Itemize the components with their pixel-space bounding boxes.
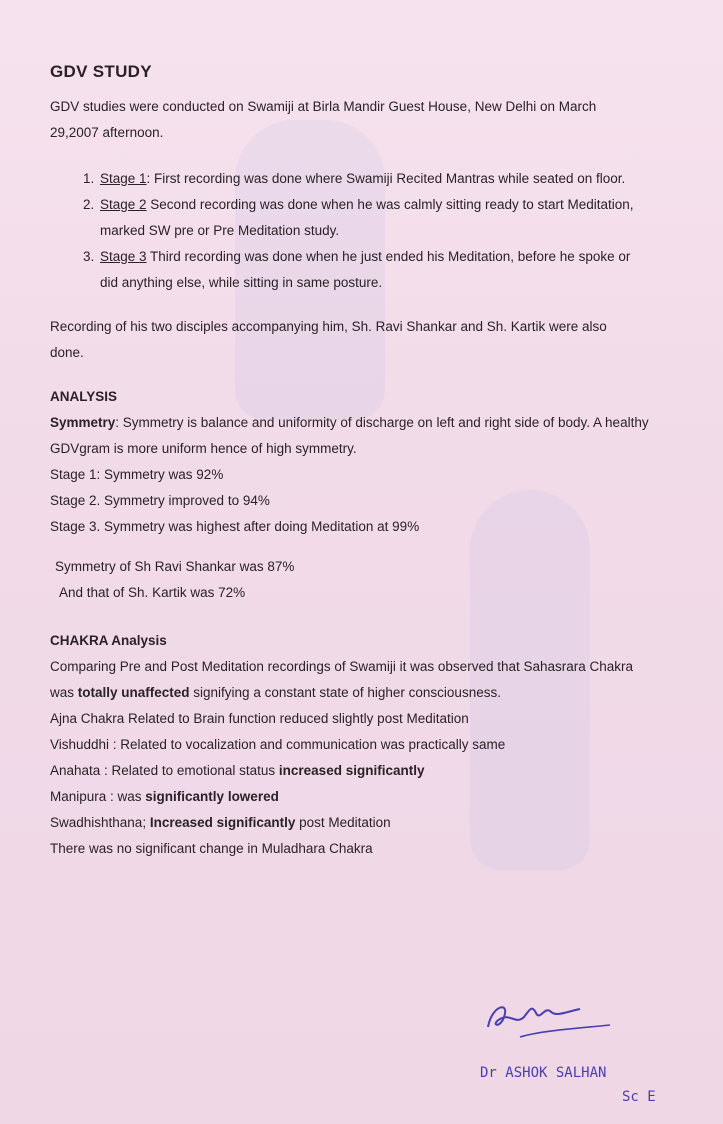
stages-list xyxy=(50,166,650,296)
stage-text: Second recording was done when he was calmly sitting ready to start Meditation, marked SW pre or Pre Meditation study. xyxy=(100,197,634,238)
stage-text: : First recording was done where Swamiji Recited Mantras while seated on floor. xyxy=(146,171,626,186)
manipura-line xyxy=(50,784,650,810)
symmetry-term: Symmetry xyxy=(50,415,116,430)
swadhishthana-emphasis: Increased significantly xyxy=(149,815,296,830)
anahata-emphasis: increased significantly xyxy=(278,763,425,778)
stage-label: Stage 2 xyxy=(100,197,147,212)
signature-block xyxy=(470,995,710,1115)
symmetry-ravi: Symmetry of Sh Ravi Shankar was 87% xyxy=(55,559,295,574)
muladhara-line: There was no significant change in Muladhara Chakra xyxy=(50,841,373,856)
ajna-line: Ajna Chakra Related to Brain function reduced slightly post Meditation xyxy=(50,711,469,726)
stage-label: Stage 3 xyxy=(100,249,147,264)
manipura-emphasis: significantly lowered xyxy=(145,789,279,804)
list-item xyxy=(98,192,640,244)
stage-label: Stage 1 xyxy=(100,171,147,186)
anahata-line xyxy=(50,758,650,784)
sahasrara-paragraph xyxy=(50,654,650,706)
swadhishthana-line xyxy=(50,810,650,836)
symmetry-definition xyxy=(50,410,650,462)
chakra-heading: CHAKRA Analysis xyxy=(50,633,167,648)
vishuddhi-line: Vishuddhi : Related to vocalization and communication was practically same xyxy=(50,737,506,752)
swadhishthana-text-end: post Meditation xyxy=(295,815,391,830)
page-title: GDV STUDY xyxy=(50,62,152,81)
symmetry-stage-3: Stage 3. Symmetry was highest after doing Meditation at 99% xyxy=(50,519,420,534)
anahata-text: Anahata : Related to emotional status xyxy=(50,763,279,778)
symmetry-stage-2: Stage 2. Symmetry improved to 94% xyxy=(50,493,270,508)
symmetry-def-text: : Symmetry is balance and uniformity of discharge on left and right side of body. A healthy GDVgram is more uniform hence of high symmetry. xyxy=(50,415,649,456)
signature-scribble xyxy=(470,995,620,1045)
signatory-suffix: Sc E xyxy=(622,1089,656,1105)
disciples-paragraph: Recording of his two disciples accompanying him, Sh. Ravi Shankar and Sh. Kartik were also done. xyxy=(50,319,607,360)
list-item xyxy=(98,166,640,192)
swadhishthana-text: Swadhishthana; xyxy=(50,815,150,830)
stage-text: Third recording was done when he just ended his Meditation, before he spoke or did anything else, while sitting in same posture. xyxy=(100,249,631,290)
symmetry-kartik: And that of Sh. Kartik was 72% xyxy=(59,585,246,600)
sahasrara-text: Comparing Pre and Post Meditation recordings of Swamiji it was observed that Sahasrara Chakra was xyxy=(50,659,634,700)
sahasrara-text-end: signifying a constant state of higher consciousness. xyxy=(189,685,501,700)
analysis-heading: ANALYSIS xyxy=(50,389,118,404)
intro-paragraph: GDV studies were conducted on Swamiji at Birla Mandir Guest House, New Delhi on March 29,2007 afternoon. xyxy=(50,99,597,140)
symmetry-stage-1: Stage 1: Symmetry was 92% xyxy=(50,467,224,482)
document-body xyxy=(50,62,650,862)
manipura-text: Manipura : was xyxy=(50,789,146,804)
signatory-name: Dr ASHOK SALHAN xyxy=(480,1065,607,1081)
sahasrara-emphasis: totally unaffected xyxy=(77,685,190,700)
list-item xyxy=(98,244,640,296)
